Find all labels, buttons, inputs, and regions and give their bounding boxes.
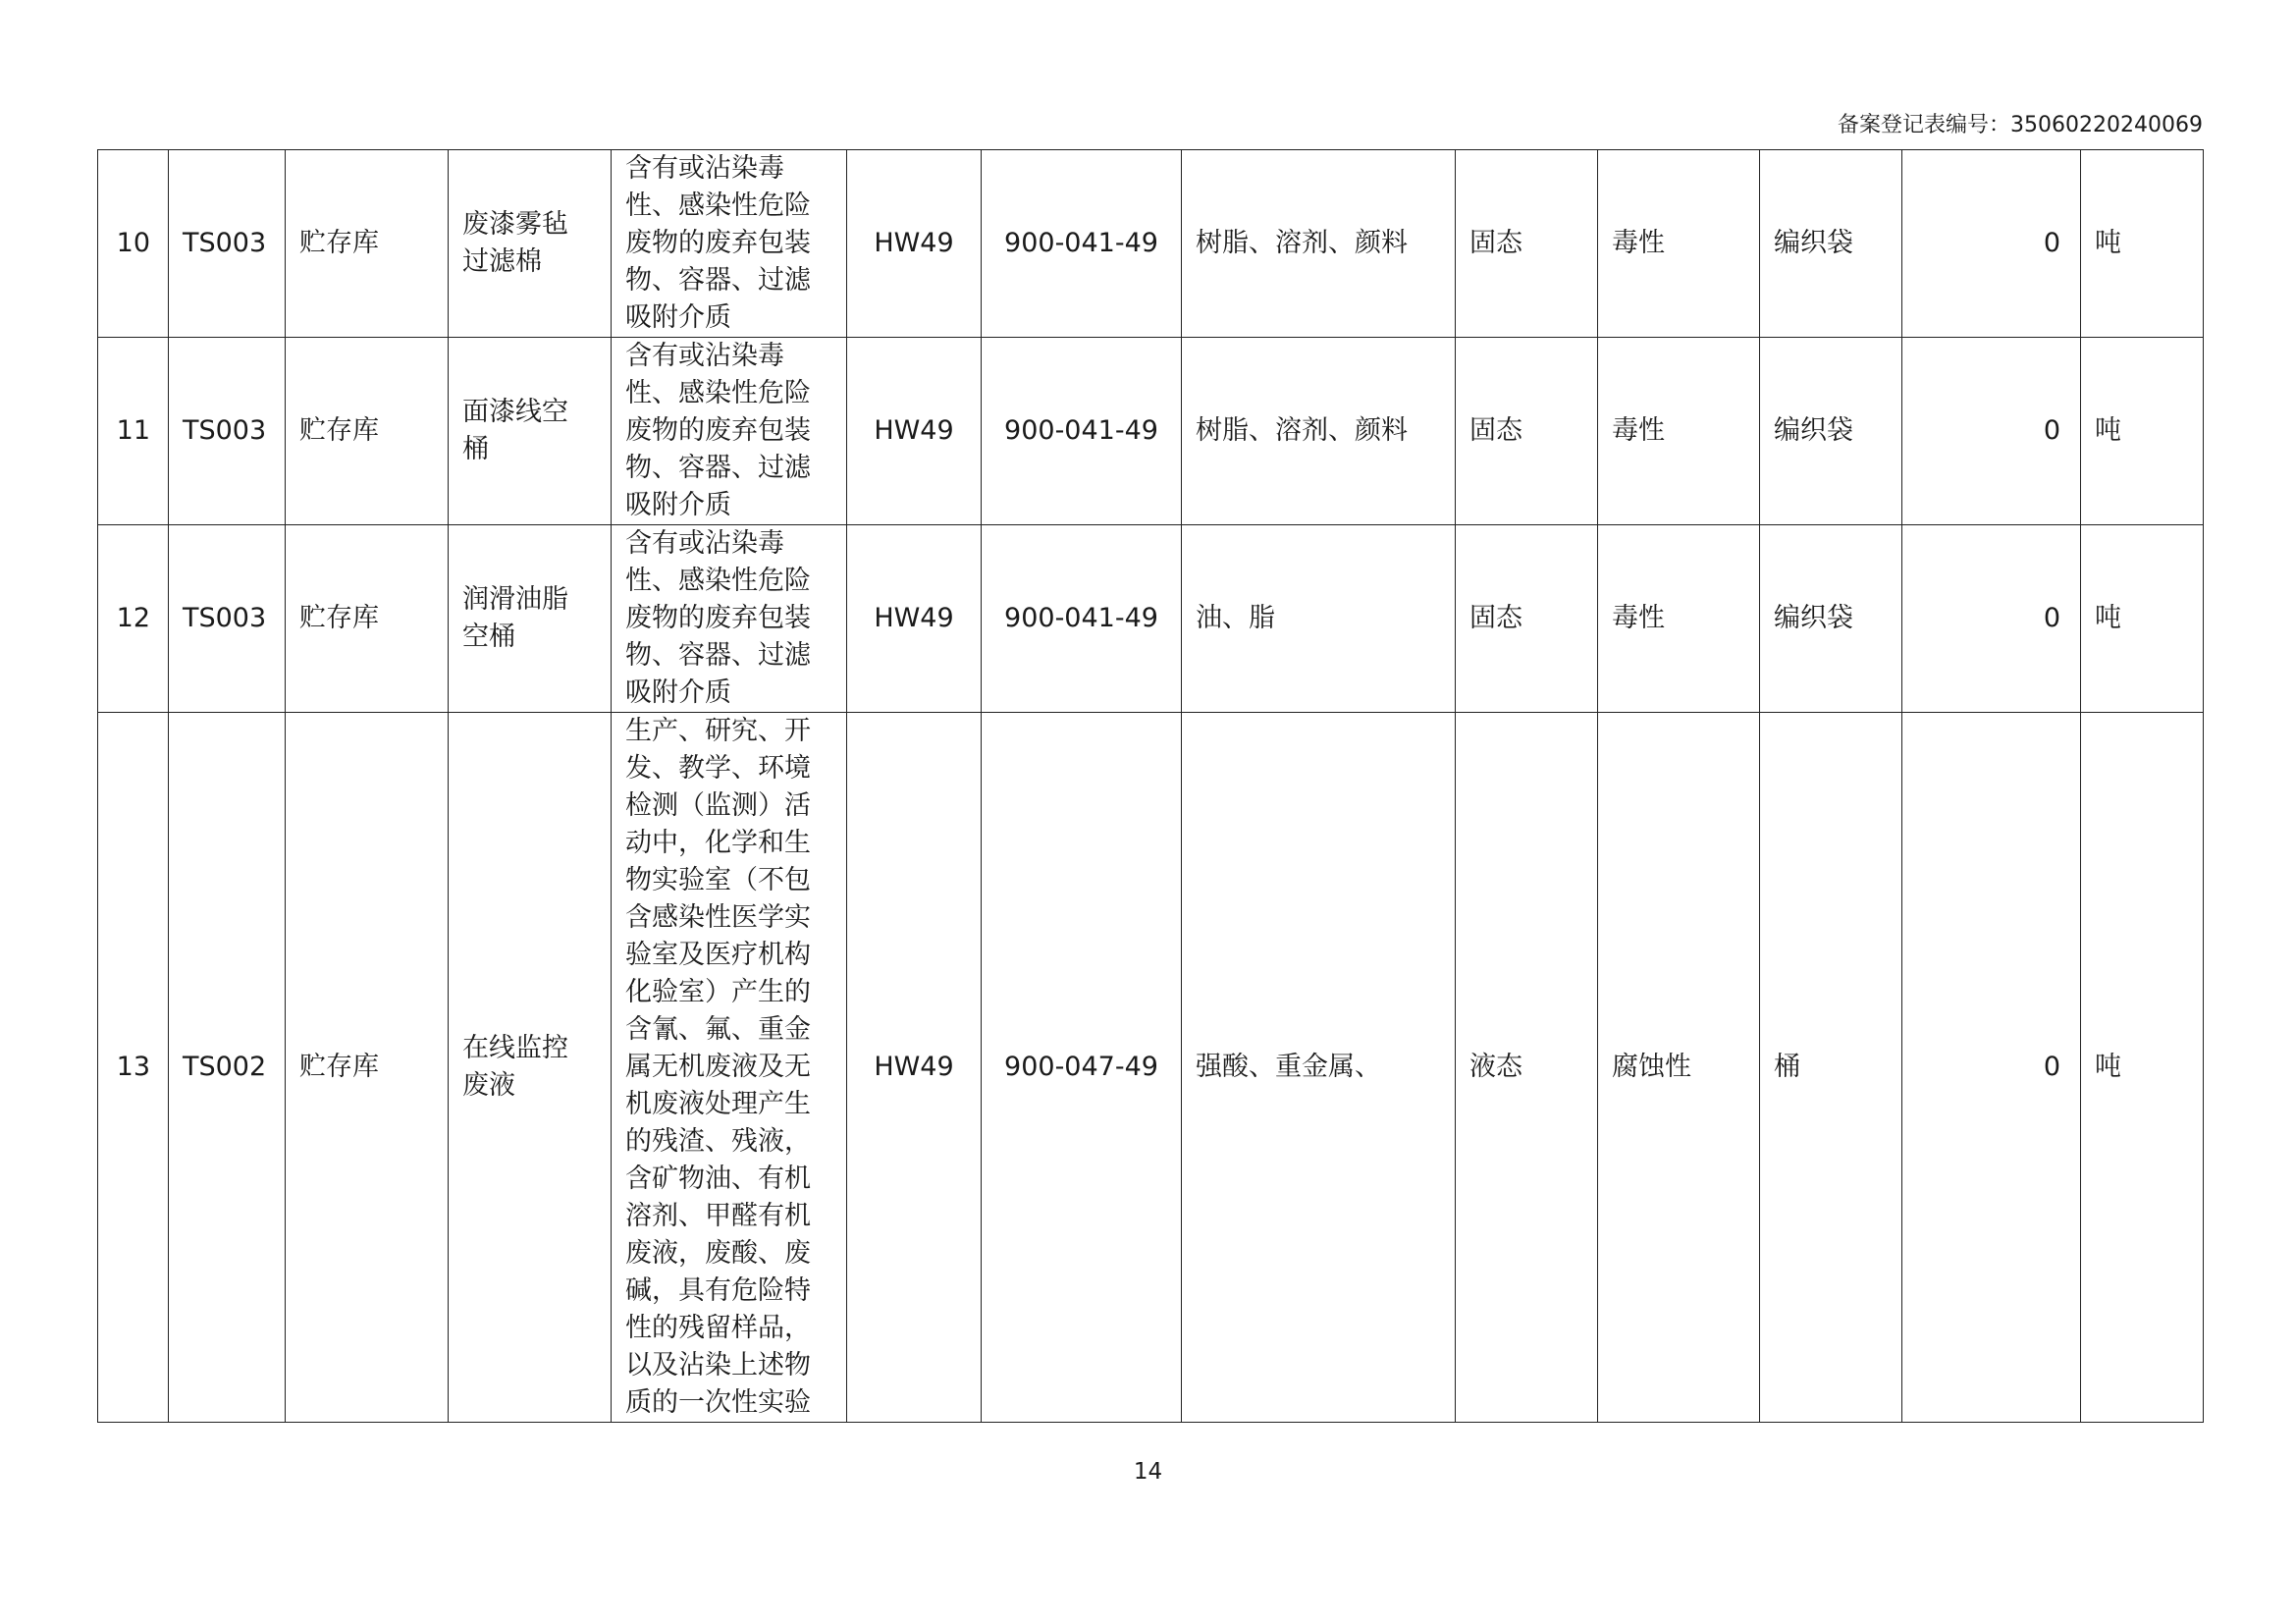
waste-category: HW49 xyxy=(847,525,982,713)
container-type: 编织袋 xyxy=(1760,338,1902,525)
table-container xyxy=(97,149,2203,1423)
facility-type: 贮存库 xyxy=(286,525,449,713)
waste-name: 在线监控 废液 xyxy=(449,713,612,1423)
waste-code: 900-041-49 xyxy=(982,338,1182,525)
facility-type: 贮存库 xyxy=(286,150,449,338)
registration-number: 备案登记表编号：35060220240069 xyxy=(1838,113,2203,137)
hazard-property: 毒性 xyxy=(1598,150,1760,338)
quantity: 0 xyxy=(1902,150,2081,338)
table-row xyxy=(98,713,2204,1423)
waste-name: 废漆雾毡 过滤棉 xyxy=(449,150,612,338)
hazardous-components: 强酸、重金属、 xyxy=(1182,713,1456,1423)
hazardous-components: 树脂、溶剂、颜料 xyxy=(1182,338,1456,525)
facility-type: 贮存库 xyxy=(286,713,449,1423)
page-number: 14 xyxy=(1133,1459,1163,1485)
waste-code: 900-041-49 xyxy=(982,525,1182,713)
waste-description: 含有或沾染毒 性、感染性危险 废物的废弃包装 物、容器、过滤 吸附介质 xyxy=(612,150,847,338)
quantity: 0 xyxy=(1902,525,2081,713)
hazardous-waste-table xyxy=(97,149,2204,1423)
row-number: 13 xyxy=(98,713,169,1423)
waste-category: HW49 xyxy=(847,713,982,1423)
container-type: 编织袋 xyxy=(1760,525,1902,713)
facility-code: TS003 xyxy=(169,150,286,338)
waste-code: 900-041-49 xyxy=(982,150,1182,338)
container-type: 编织袋 xyxy=(1760,150,1902,338)
waste-category: HW49 xyxy=(847,338,982,525)
hazard-property: 毒性 xyxy=(1598,338,1760,525)
facility-code: TS003 xyxy=(169,338,286,525)
waste-description: 含有或沾染毒 性、感染性危险 废物的废弃包装 物、容器、过滤 吸附介质 xyxy=(612,525,847,713)
waste-description: 生产、研究、开 发、教学、环境 检测（监测）活 动中，化学和生 物实验室（不包 含感染性医学实 验室及医疗机构 化验室）产生的 含氰、氟、重金 属无机废液及无 机废液处理产生 的残渣、残液， 含矿物油、有机 溶剂、甲醛有机 废液，废酸、废 碱，具有危险特 性的残留样品， 以及沾染上述物 质的一次性实验 xyxy=(612,713,847,1423)
table-row xyxy=(98,338,2204,525)
hazard-property: 腐蚀性 xyxy=(1598,713,1760,1423)
waste-description: 含有或沾染毒 性、感染性危险 废物的废弃包装 物、容器、过滤 吸附介质 xyxy=(612,338,847,525)
unit: 吨 xyxy=(2081,338,2204,525)
quantity: 0 xyxy=(1902,713,2081,1423)
unit: 吨 xyxy=(2081,713,2204,1423)
table-row xyxy=(98,150,2204,338)
facility-code: TS002 xyxy=(169,713,286,1423)
waste-name: 润滑油脂 空桶 xyxy=(449,525,612,713)
waste-name: 面漆线空 桶 xyxy=(449,338,612,525)
row-number: 11 xyxy=(98,338,169,525)
facility-type: 贮存库 xyxy=(286,338,449,525)
hazard-property: 毒性 xyxy=(1598,525,1760,713)
table-row xyxy=(98,525,2204,713)
unit: 吨 xyxy=(2081,150,2204,338)
physical-state: 固态 xyxy=(1456,150,1598,338)
quantity: 0 xyxy=(1902,338,2081,525)
physical-state: 固态 xyxy=(1456,338,1598,525)
physical-state: 固态 xyxy=(1456,525,1598,713)
container-type: 桶 xyxy=(1760,713,1902,1423)
row-number: 12 xyxy=(98,525,169,713)
physical-state: 液态 xyxy=(1456,713,1598,1423)
hazardous-components: 油、脂 xyxy=(1182,525,1456,713)
waste-category: HW49 xyxy=(847,150,982,338)
facility-code: TS003 xyxy=(169,525,286,713)
row-number: 10 xyxy=(98,150,169,338)
unit: 吨 xyxy=(2081,525,2204,713)
hazardous-components: 树脂、溶剂、颜料 xyxy=(1182,150,1456,338)
waste-code: 900-047-49 xyxy=(982,713,1182,1423)
